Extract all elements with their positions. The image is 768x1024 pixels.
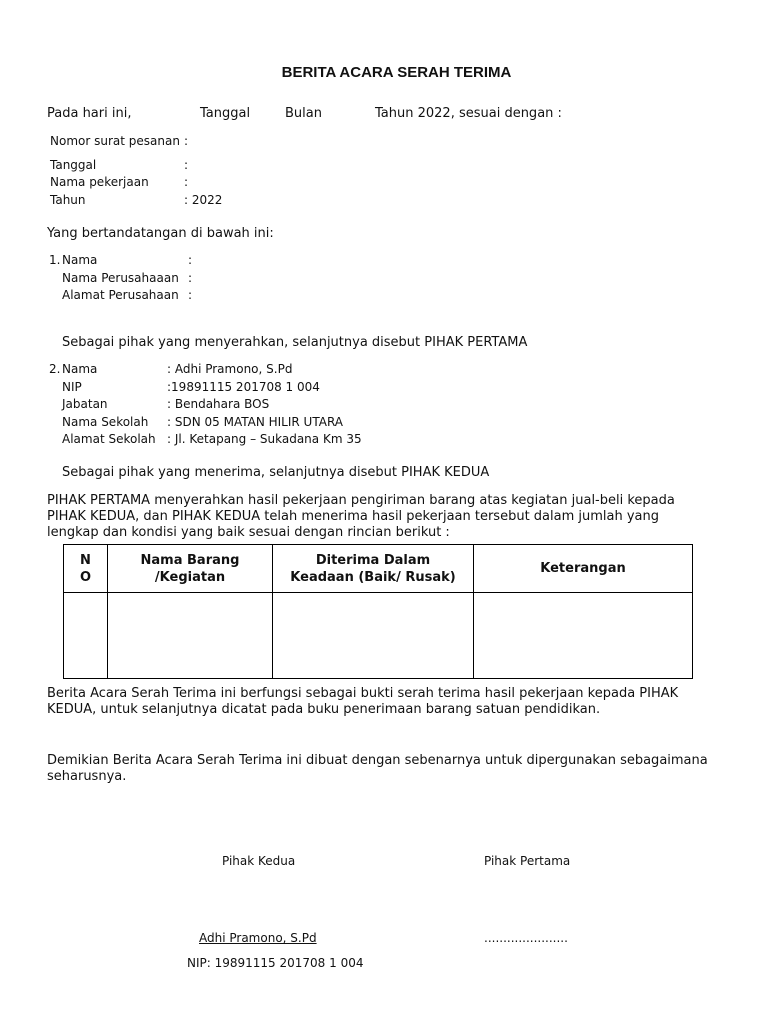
sign-pihak-kedua-label: Pihak Kedua: [222, 854, 296, 868]
th-nama-barang-line1: Nama Barang: [140, 552, 240, 568]
fungsi-paragraph: Berita Acara Serah Terima ini berfungsi sebagai bukti serah terima hasil pekerjaan kepada PIHAK KEDUA, untuk selanjutnya dicatat pada buku penerimaan barang satuan pendidikan.: [47, 686, 679, 717]
th-nama-barang: [108, 545, 273, 593]
th-no-line1: N: [80, 552, 91, 568]
document-title: BERITA ACARA SERAH TERIMA: [281, 64, 512, 81]
intro-tahun: Tahun 2022, sesuai dengan :: [375, 106, 562, 121]
pihak2-value-alamat: : Jl. Ketapang – Sukadana Km 35: [167, 432, 362, 446]
th-keterangan: Keterangan: [474, 545, 693, 593]
yang-bertanda-text: Yang bertandatangan di bawah ini:: [47, 226, 274, 241]
demikian-paragraph: Demikian Berita Acara Serah Terima ini dibuat dengan sebenarnya untuk dipergunakan sebagaimana seharusnya.: [47, 753, 708, 784]
table-cell-diterima: [273, 593, 474, 679]
table-row: [64, 593, 693, 679]
th-diterima: [273, 545, 474, 593]
pihak1-value-perusahaan: :: [188, 271, 193, 285]
th-no: [64, 545, 108, 593]
pihak1-label-nama: Nama: [62, 253, 98, 267]
pihak2-label-nama: Nama: [62, 362, 98, 376]
surat-label-tahun: Tahun: [50, 193, 86, 207]
pihak2-label-alamat: Alamat Sekolah: [62, 432, 156, 446]
surat-value-tanggal: :: [184, 158, 189, 172]
intro-pada-hari: Pada hari ini,: [47, 106, 132, 121]
items-table: [63, 544, 693, 679]
pihak1-number: 1.: [49, 253, 61, 267]
th-diterima-line2: Keadaan (Baik/ Rusak): [290, 569, 456, 585]
pihak2-label-sekolah: Nama Sekolah: [62, 415, 149, 429]
th-diterima-line1: Diterima Dalam: [315, 552, 431, 568]
pihak2-value-nama: : Adhi Pramono, S.Pd: [167, 362, 293, 376]
pihak2-label-jabatan: Jabatan: [62, 397, 108, 411]
surat-value-pekerjaan: :: [184, 175, 189, 189]
sign-pihak-kedua-nip: NIP: 19891115 201708 1 004: [187, 956, 364, 970]
pihak1-statement: Sebagai pihak yang menyerahkan, selanjutnya disebut PIHAK PERTAMA: [62, 335, 528, 350]
pihak2-number: 2.: [49, 362, 61, 376]
pihak2-label-nip: NIP: [62, 380, 82, 394]
surat-value-tahun: : 2022: [184, 193, 223, 207]
th-nama-barang-line2: /Kegiatan: [154, 569, 226, 585]
pihak2-value-jabatan: : Bendahara BOS: [167, 397, 270, 411]
surat-label-tanggal: Tanggal: [50, 158, 97, 172]
pihak1-value-alamat: :: [188, 288, 193, 302]
table-header-row: [64, 545, 693, 593]
table-cell-no: [64, 593, 108, 679]
pihak1-label-alamat: Alamat Perusahaan: [62, 288, 179, 302]
pihak1-value-nama: :: [188, 253, 193, 267]
table-cell-barang: [108, 593, 273, 679]
sign-pihak-pertama-name: ......................: [484, 931, 568, 945]
pihak2-statement: Sebagai pihak yang menerima, selanjutnya disebut PIHAK KEDUA: [62, 465, 490, 480]
surat-label-nomor: Nomor surat pesanan: [50, 134, 180, 148]
th-no-line2: O: [79, 569, 92, 585]
sign-pihak-kedua-name: Adhi Pramono, S.Pd: [199, 931, 317, 945]
intro-tanggal: Tanggal: [200, 106, 251, 121]
surat-value-nomor: :: [184, 134, 189, 148]
table-cell-keterangan: [474, 593, 693, 679]
body-paragraph: PIHAK PERTAMA menyerahkan hasil pekerjaan pengiriman barang atas kegiatan jual-beli kepada PIHAK KEDUA, dan PIHAK KEDUA telah menerima hasil pekerjaan tersebut dalam jumlah yang lengkap dan kondisi yang baik sesuai dengan rincian berikut :: [47, 493, 675, 540]
surat-label-pekerjaan: Nama pekerjaan: [50, 175, 149, 189]
pihak2-value-nip: :19891115 201708 1 004: [167, 380, 320, 394]
pihak2-value-sekolah: : SDN 05 MATAN HILIR UTARA: [167, 415, 344, 429]
intro-bulan: Bulan: [285, 106, 322, 121]
pihak1-label-perusahaan: Nama Perusahaaan: [62, 271, 179, 285]
sign-pihak-pertama-label: Pihak Pertama: [484, 854, 571, 868]
